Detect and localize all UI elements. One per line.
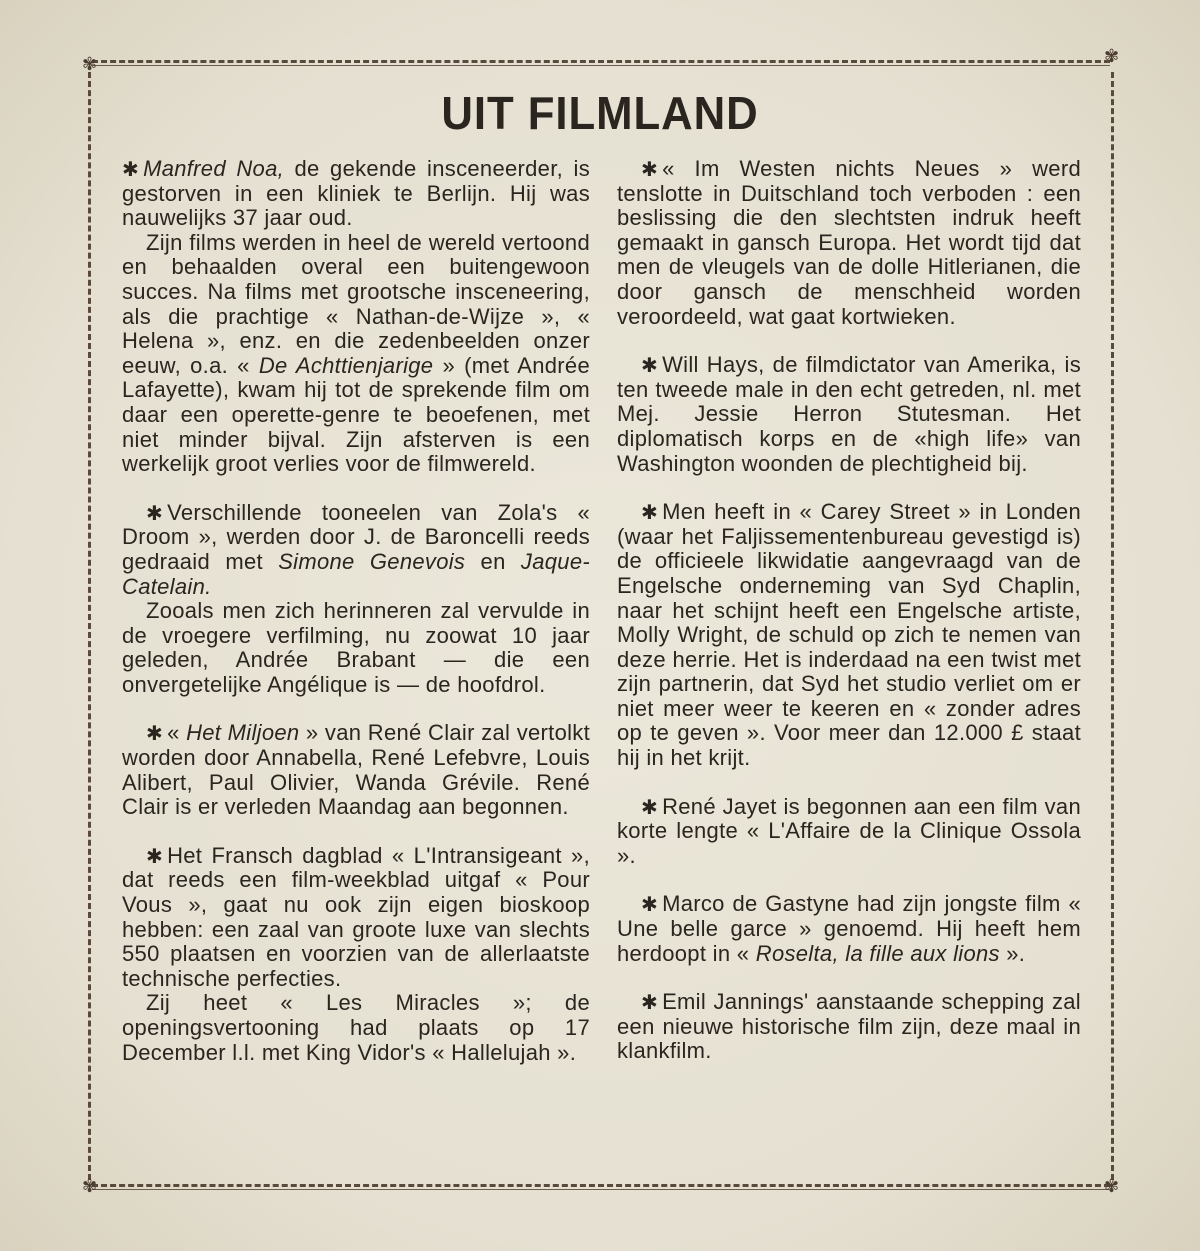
news-paragraph: Zooals men zich herinneren zal vervulde in de vroegere verfilming, nu zoowat 10 jaar geleden, Andrée Brabant — die een onvergetelijke Angélique is — de hoofdrol. — [122, 598, 590, 697]
news-item: ✱ « Im Westen nichts Neues » werd tenslotte in Duitschland toch verboden : een beslissing die den slechtsten indruk heeft gemaakt in gansch Europa. Het wordt tijd dat men de vleugels van de dolle Hitlerianen, die door gansch de menschheid worden veroordeeld, wat gaat kortwieken. — [617, 156, 1081, 329]
news-item: ✱ « Het Miljoen » van René Clair zal vertolkt worden door Annabella, René Lefebvre, Louis Alibert, Paul Olivier, Wanda Grévile. René Clair is er verleden Maandag aan begonnen. — [122, 720, 591, 820]
asterisk-icon: ✱ — [146, 843, 164, 868]
ornamental-border-bottom — [92, 1184, 1110, 1190]
news-item: ✱ René Jayet is begonnen aan een film van korte lengte « L'Affaire de la Clinique Ossola ». — [617, 793, 1081, 868]
asterisk-icon: ✱ — [146, 500, 164, 525]
ornamental-border-top — [92, 60, 1110, 66]
news-item: ✱ Verschillende tooneelen van Zola's « Droom », werden door J. de Baroncelli reeds gedraaid met Simone Genevois en Jaque-Catelain. — [122, 499, 590, 599]
ornamental-border-right — [1111, 72, 1116, 1180]
asterisk-icon: ✱ — [146, 721, 164, 746]
corner-ornament-icon: ✾ — [1104, 46, 1120, 67]
asterisk-icon: ✱ — [641, 794, 659, 819]
asterisk-icon: ✱ — [641, 892, 659, 917]
news-paragraph: Zijn films werden in heel de wereld vertoond en behaalden overal een buitengewoon succes. Na films met grootsche insceneering, als die prachtige « Nathan-de-Wijze », « Helena », enz. en die zedenbeelden onzer eeuw, o.a. « De Achttienjarige » (met Andrée Lafayette), kwam hij tot de sprekende film om daar een operette-genre te beoefenen, met niet minder bijval. Zijn afsterven is een werkelijk groot verlies voor de filmwereld. — [122, 229, 591, 477]
corner-ornament-icon: ✾ — [82, 54, 98, 75]
asterisk-icon: ✱ — [641, 157, 659, 181]
page-title: UIT FILMLAND — [441, 87, 759, 139]
corner-ornament-icon: ✾ — [82, 1176, 98, 1197]
ornamental-border-left — [88, 72, 93, 1180]
news-item: ✱ Manfred Noa, de gekende insceneerder, is gestorven in een kliniek te Berlijn. Hij was nauwelijks 37 jaar oud. — [122, 156, 590, 231]
news-item: ✱ Het Fransch dagblad « L'Intransigeant », dat reeds een film-weekblad uitgaf « Pour Vous », gaat nu ook zijn eigen bioskoop hebben: een zaal van groote luxe van slechts 550 plaatsen en voorzien van de allerlaatste technische perfecties. — [122, 842, 590, 991]
left-column — [122, 157, 590, 1065]
asterisk-icon: ✱ — [122, 157, 140, 181]
right-column — [617, 157, 1081, 1064]
asterisk-icon: ✱ — [641, 990, 659, 1015]
news-paragraph: Zij heet « Les Miracles »; de openingsvertooning had plaats op 17 December l.l. met King Vidor's « Hallelujah ». — [122, 990, 590, 1065]
asterisk-icon: ✱ — [641, 353, 659, 378]
news-item: ✱ Emil Jannings' aanstaande schepping zal een nieuwe historische film zijn, deze maal in klankfilm. — [617, 989, 1081, 1064]
asterisk-icon: ✱ — [641, 500, 659, 525]
news-item: ✱ Marco de Gastyne had zijn jongste film « Une belle garce » genoemd. Hij heeft hem herdoopt in « Roselta, la fille aux lions ». — [617, 891, 1081, 966]
corner-ornament-icon: ✾ — [1104, 1176, 1120, 1197]
news-item: ✱ Men heeft in « Carey Street » in Londen (waar het Faljissementenbureau gevestigd is) de officieele likwidatie aangevraagd van de Engelsche onderneming van Syd Chaplin, naar het schijnt heeft een Engelsche artiste, Molly Wright, de schuld op zich te nemen van deze herrie. Het is inderdaad na een twist met zijn partnerin, dat Syd het studio verliet om er niet meer weer te keeren en « zonder adres op te geven ». Voor meer dan 12.000 £ staat hij in het krijt. — [617, 499, 1081, 771]
news-item: ✱ Will Hays, de filmdictator van Amerika, is ten tweede male in den echt getreden, nl. met Mej. Jessie Herron Stutesman. Het diplomatisch korps en de «high life» van Washington woonden de plechtigheid bij. — [617, 352, 1081, 476]
